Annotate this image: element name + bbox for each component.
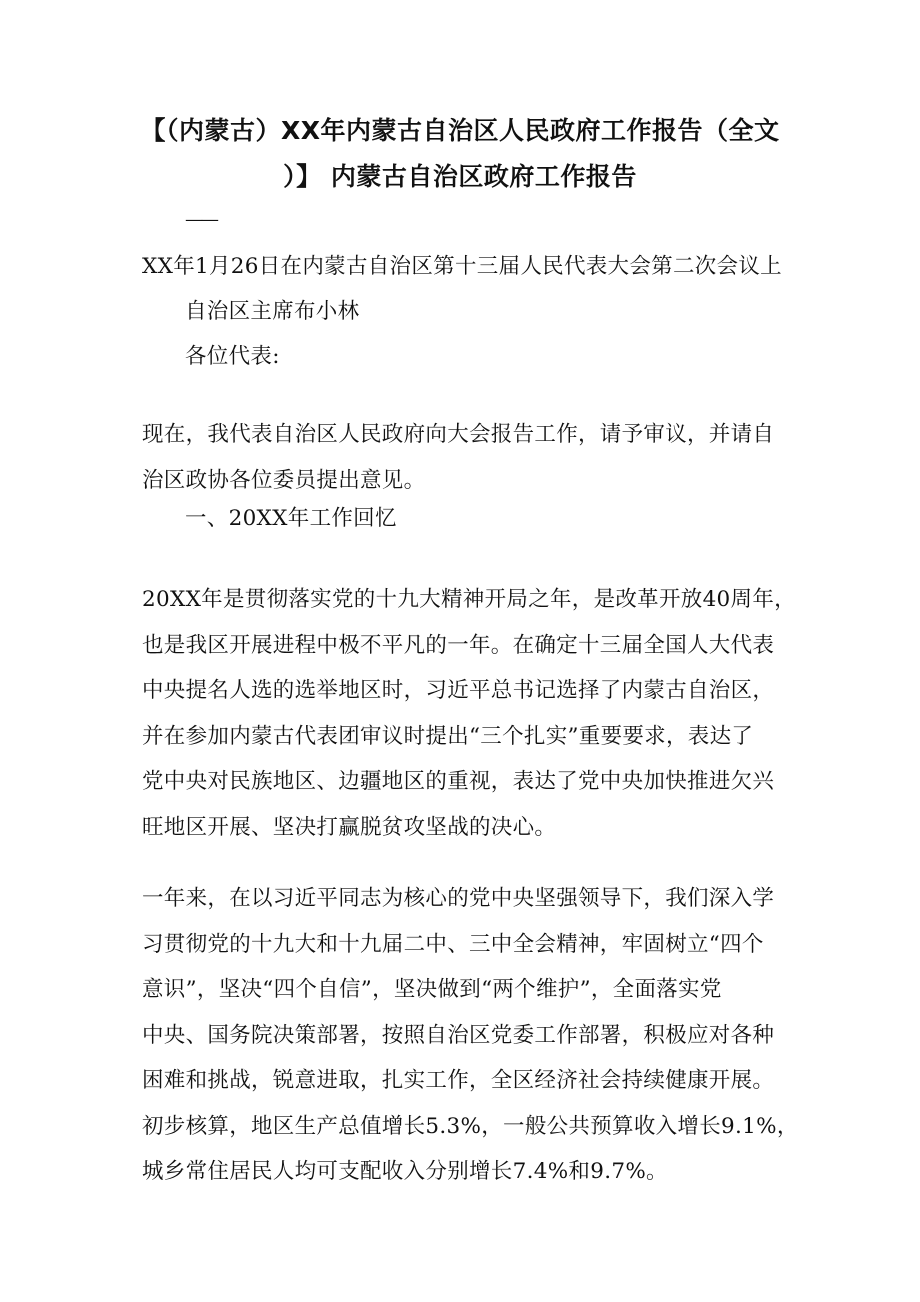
paragraph-achievements <box>142 876 799 1195</box>
salutation: 各位代表: <box>185 344 280 369</box>
paragraph-line: 也是我区开展进程中极不平凡的一年。在确定十三届全国人大代表 <box>142 632 775 658</box>
paragraph-line: 初步核算，地区生产总值增长5.3%，一般公共预算收入增长9.1%， <box>142 1113 799 1139</box>
paragraph-line: 习贯彻党的十九大和十九届二中、三中全会精神，牢固树立“四个 <box>142 931 764 957</box>
speaker-line: 自治区主席布小林 <box>185 299 360 324</box>
paragraph-intro <box>142 412 782 503</box>
paragraph-line: 一年来，在以习近平同志为核心的党中央坚强领导下，我们深入学 <box>142 886 775 911</box>
section-heading: 一、20XX年工作回忆 <box>185 506 397 531</box>
paragraph-line: 治区政协各位委员提出意见。 <box>142 467 426 493</box>
paragraph-line: 城乡常住居民人均可支配收入分别增长7.4%和9.7%。 <box>142 1159 668 1184</box>
document-title-line-1: 【（内蒙古）XX年内蒙古自治区人民政府工作报告（全文 <box>140 116 780 145</box>
separator-dash: —— <box>185 209 217 230</box>
paragraph-line: 20XX年是贯彻落实党的十九大精神开局之年，是改革开放40周年， <box>142 587 796 612</box>
paragraph-line: 中央、国务院决策部署，按照自治区党委工作部署，积极应对各种 <box>142 1022 775 1048</box>
paragraph-review <box>142 577 796 850</box>
document-title-line-2: ）】 内蒙古自治区政府工作报告 <box>283 162 637 191</box>
paragraph-line: 中央提名人选的选举地区时，习近平总书记选择了内蒙古自治区， <box>142 678 775 703</box>
paragraph-line: 旺地区开展、坚决打赢脱贫攻坚战的决心。 <box>142 814 557 840</box>
paragraph-line: 意识”，坚决“四个自信”，坚决做到“两个维护”，全面落实党 <box>142 977 722 1002</box>
paragraph-line: 并在参加内蒙古代表团审议时提出“三个扎实”重要要求，表达了 <box>142 723 754 749</box>
meeting-line: XX年1月26日在内蒙古自治区第十三届人民代表大会第二次会议上 <box>142 254 782 279</box>
paragraph-line: 现在，我代表自治区人民政府向大会报告工作，请予审议，并请自 <box>142 422 775 447</box>
paragraph-line: 困难和挑战，锐意进取，扎实工作，全区经济社会持续健康开展。 <box>142 1068 775 1093</box>
paragraph-line: 党中央对民族地区、边疆地区的重视，表达了党中央加快推进欠兴 <box>142 769 775 794</box>
